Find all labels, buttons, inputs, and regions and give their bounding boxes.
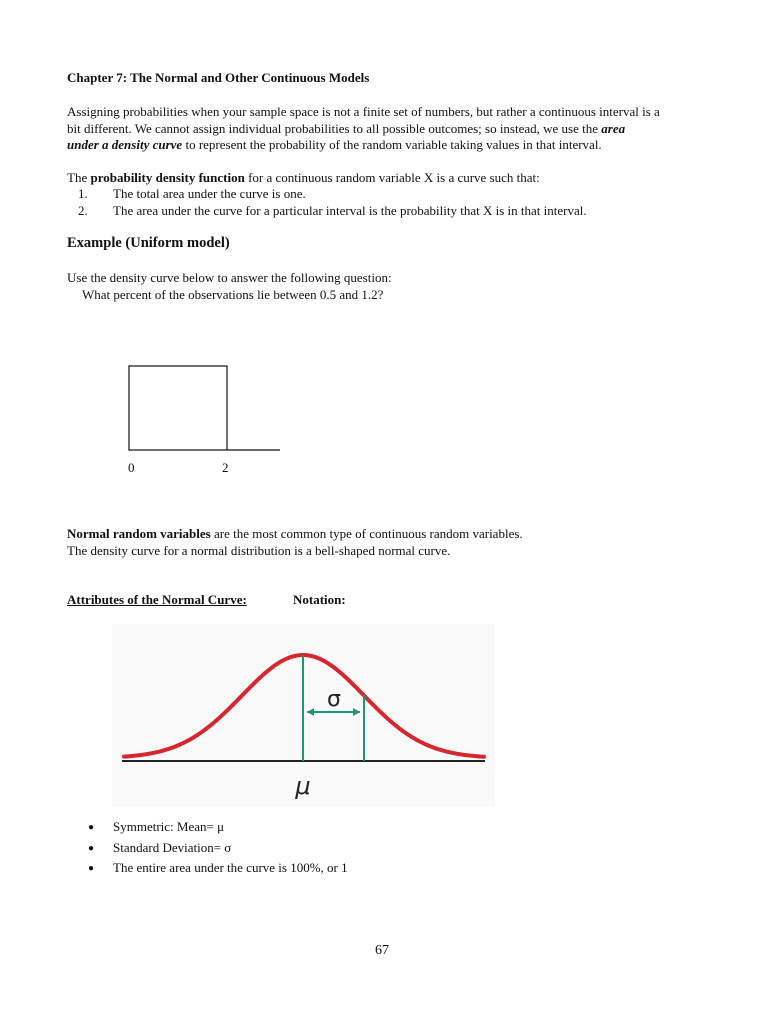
normal-curve-svg — [112, 624, 495, 807]
uniform-density-box — [129, 366, 227, 450]
pdf-definition-pre: The — [67, 170, 91, 185]
normal-curve-figure — [112, 624, 495, 807]
intro-line-3-text: to represent the probability of the random variable taking values in that interval. — [182, 137, 602, 152]
list-item — [88, 858, 348, 879]
list-item-number: 2. — [78, 202, 88, 218]
page-number: 67 — [375, 943, 389, 958]
intro-line-1: Assigning probabilities when your sample space is not a finite set of numbers, but rather a continuous interval is a — [67, 104, 660, 119]
bullet-text: Symmetric: Mean= μ — [113, 819, 225, 834]
sigma-arrowhead-left — [307, 708, 314, 716]
uniform-tick-label-0: 0 — [128, 460, 135, 475]
notation-heading: Notation: — [293, 592, 346, 607]
chapter-title: Chapter 7: The Normal and Other Continuous Models — [67, 70, 370, 85]
uniform-tick-label-2: 2 — [222, 460, 229, 475]
list-item — [88, 817, 348, 838]
mu-label: μ — [295, 772, 311, 800]
normal-intro-line-1-text: are the most common type of continuous random variables. — [210, 526, 523, 541]
list-item-text: The total area under the curve is one. — [113, 186, 306, 201]
sigma-arrowhead-right — [353, 708, 360, 716]
attributes-heading: Attributes of the Normal Curve: — [67, 592, 247, 607]
intro-emphasis-area: area — [601, 120, 626, 136]
normal-intro-paragraph — [67, 526, 523, 559]
bullet-icon: ● — [88, 822, 95, 833]
pdf-definition-post: for a continuous random variable X is a curve such that: — [244, 170, 540, 185]
normal-attributes-list — [88, 817, 348, 879]
bullet-text: The entire area under the curve is 100%, or 1 — [113, 860, 348, 875]
list-item-text: The area under the curve for a particular interval is the probability that X is in that interval. — [113, 202, 587, 218]
question-line-1: Use the density curve below to answer the following question: — [67, 270, 392, 285]
sigma-label: σ — [327, 687, 341, 712]
attributes-heading-row — [67, 592, 346, 608]
bullet-icon: ● — [88, 863, 95, 874]
pdf-term: probability density function — [90, 170, 245, 185]
intro-line-2-text: bit different. We cannot assign individual probabilities to all possible outcomes; so instead, we use the — [67, 120, 602, 136]
bullet-icon: ● — [88, 842, 95, 854]
intro-emphasis-density-curve: under a density curve — [67, 137, 183, 152]
list-item-number: 1. — [78, 186, 88, 201]
list-item — [88, 838, 348, 859]
question-line-2: What percent of the observations lie between 0.5 and 1.2? — [82, 286, 384, 302]
normal-intro-line-1 — [67, 526, 523, 543]
example-heading: Example (Uniform model) — [67, 235, 230, 251]
normal-intro-line-2: The density curve for a normal distribution is a bell-shaped normal curve. — [67, 542, 451, 558]
normal-rv-term: Normal random variables — [67, 526, 211, 541]
bullet-text: Standard Deviation= σ — [113, 839, 232, 855]
